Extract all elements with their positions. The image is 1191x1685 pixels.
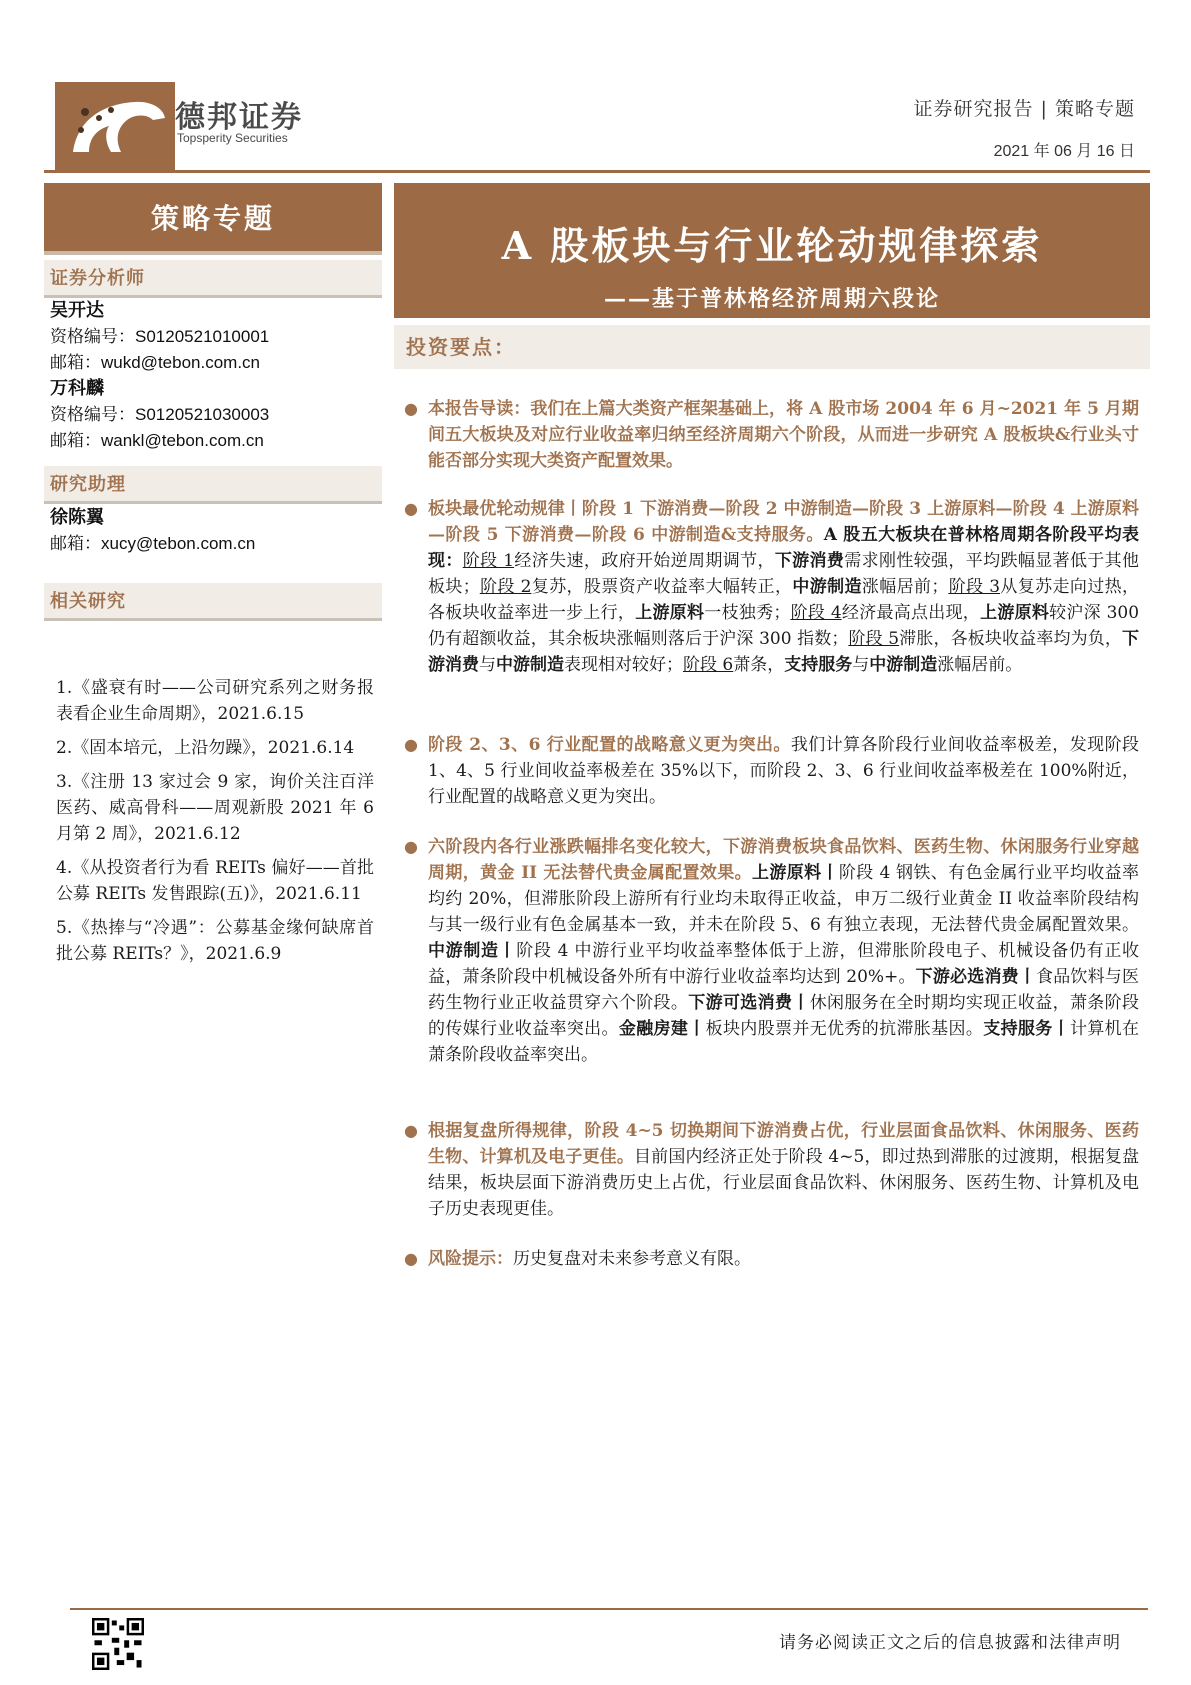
- sector-keyword: 中游制造: [496, 655, 564, 675]
- text-run: 表现相对较好；: [564, 655, 683, 675]
- sector-keyword: 中游制造: [792, 577, 862, 597]
- sector-keyword: 下游必选消费丨: [915, 967, 1037, 987]
- footer-divider: [70, 1608, 1148, 1610]
- text-run: 休闲服务在全时期均实现正收益，萧条阶段的传媒行业收益率突出。: [428, 993, 1140, 1039]
- assistant-email[interactable]: 邮箱：xucy@tebon.com.cn: [50, 534, 256, 553]
- related-research-item[interactable]: 4.《从投资者行为看 REITs 偏好——首批公募 REITs 发售跟踪(五)》，2021.6.11: [56, 858, 374, 904]
- stage-label: 阶段 4: [790, 603, 842, 623]
- analysts-heading: 证券分析师: [44, 260, 382, 298]
- key-point-4: [404, 834, 1139, 1068]
- report-date: 2021 年 06 月 16 日: [993, 143, 1135, 160]
- sector-keyword: 支持服务: [784, 655, 853, 675]
- report-subtitle: ——基于普林格经济周期六段论: [603, 286, 940, 312]
- key-point-highlight: 风险提示：: [428, 1249, 513, 1269]
- text-run: 阶段 4 中游行业平均收益率整体低于上游，但滞胀阶段电子、机械设备仍有正收益，萧条阶段中机械设备外所有中游行业收益率均达到 20%+。: [428, 941, 1139, 987]
- report-title: A 股板块与行业轮动规律探索: [501, 223, 1043, 268]
- key-point-highlight: 板块最优轮动规律丨阶段 1 下游消费—阶段 2 中游制造—阶段 3 上游原料—阶段 4 上游原料—阶段 5 下游消费—阶段 6 中游制造&支持服务。: [428, 499, 1139, 545]
- key-point-text: 历史复盘对未来参考意义有限。: [513, 1249, 751, 1269]
- analyst-name: 万科麟: [50, 378, 104, 399]
- text-run: 萧条，: [733, 655, 785, 675]
- bullet-dot-icon: ●: [404, 735, 418, 754]
- text-run: 较沪深 300 仍有超额收益，其余板块涨幅则落后于沪深 300 指数；: [428, 603, 1140, 649]
- qr-code-icon[interactable]: [92, 1618, 144, 1670]
- sector-keyword: 下游消费: [774, 551, 845, 571]
- key-point-text: 目前国内经济正处于阶段 4~5，即过热到滞胀的过渡期，根据复盘结果，板块层面下游消费历史上占优，行业层面食品饮料、休闲服务、医药生物、计算机及电子历史表现更佳。: [428, 1147, 1139, 1219]
- bullet-dot-icon: ●: [404, 837, 418, 856]
- sector-keyword: 支持服务丨: [983, 1019, 1070, 1039]
- related-research-item[interactable]: 5.《热捧与“冷遇”：公募基金缘何缺席首批公募 REITs？》，2021.6.9: [56, 918, 374, 964]
- category-tag: 策略专题: [44, 183, 382, 255]
- related-research-item[interactable]: 1.《盛衰有时——公司研究系列之财务报表看企业生命周期》，2021.6.15: [56, 678, 374, 724]
- analyst-cert: 资格编号：S0120521010001: [50, 327, 270, 346]
- analyst-block-1: [50, 298, 269, 376]
- key-point-highlight: 根据复盘所得规律，阶段 4~5 切换期间下游消费占优，行业层面食品饮料、休闲服务、医药生物、计算机及电子更佳。: [428, 1121, 1139, 1167]
- text-run: 经济最高点出现，: [841, 603, 981, 623]
- stage-label: 阶段 1: [462, 551, 515, 571]
- analyst-email[interactable]: 邮箱：wukd@tebon.com.cn: [50, 353, 261, 372]
- text-run: 需求刚性较强，平均跌幅显著低于其他板块；: [428, 551, 1140, 597]
- assistant-name: 徐陈翼: [50, 507, 104, 528]
- sector-keyword: 金融房建丨: [618, 1019, 706, 1039]
- title-banner: [394, 183, 1150, 318]
- analyst-block-2: [50, 376, 269, 454]
- text-run: 阶段 4 钢铁、有色金属行业平均收益率均约 20%，但滞胀阶段上游所有行业均未取得正收益，申万二级行业黄金 II 收益率阶段结构与其一级行业有色金属基本一致，并未在阶段 5、6 有独立表现，无法替代贵金属配置效果。: [428, 863, 1139, 935]
- text-run: 经济失速，政府开始逆周期调节，: [514, 551, 775, 571]
- related-research-heading: 相关研究: [44, 583, 382, 621]
- bullet-dot-icon: ●: [404, 1249, 418, 1268]
- key-point-1: [404, 396, 1139, 474]
- stage-label: 阶段 5: [848, 629, 900, 649]
- key-point-3: [404, 732, 1139, 810]
- stage-label: 阶段 3: [948, 577, 1001, 597]
- key-point-text: 我们计算各阶段行业间收益率极差，发现阶段 1、4、5 行业间收益率极差在 35%以下，而阶段 2、3、6 行业间收益率极差在 100%附近，行业配置的战略意义更为突出。: [428, 735, 1140, 807]
- sector-keyword: 下游可选消费丨: [688, 993, 810, 1013]
- text-run: 复苏，股票资产收益率大幅转正，: [531, 577, 793, 597]
- sector-keyword: 中游制造丨: [428, 941, 517, 961]
- bullet-dot-icon: ●: [404, 399, 418, 418]
- analyst-name: 吴开达: [50, 300, 104, 321]
- key-point-highlight: 阶段 2、3、6 行业配置的战略意义更为突出。: [428, 735, 791, 755]
- text-run: 与: [479, 655, 496, 675]
- bullet-dot-icon: ●: [404, 1121, 418, 1140]
- analyst-email[interactable]: 邮箱：wankl@tebon.com.cn: [50, 431, 264, 450]
- company-logo-icon: [55, 82, 175, 170]
- header-divider: [44, 170, 1150, 173]
- assistant-block: [50, 505, 255, 557]
- sector-keyword: 下游消费: [428, 629, 1139, 675]
- sector-keyword: 上游原料: [635, 603, 705, 623]
- key-point-highlight: 六阶段内各行业涨跌幅排名变化较大，下游消费板块食品饮料、医药生物、休闲服务行业穿越周期，黄金 II 无法替代贵金属配置效果。: [428, 837, 1139, 883]
- bullet-dot-icon: ●: [404, 499, 418, 518]
- key-point-bold: A 股五大板块在普林格周期各阶段平均表现：: [428, 525, 1139, 571]
- text-run: 涨幅居前；: [861, 577, 949, 597]
- key-points-heading: 投资要点：: [394, 325, 1150, 369]
- sector-keyword: 上游原料: [980, 603, 1050, 623]
- text-run: 与: [852, 655, 870, 675]
- assistant-heading: 研究助理: [44, 466, 382, 504]
- logo-chinese-name: 德邦证券: [175, 100, 303, 135]
- analyst-cert: 资格编号：S0120521030003: [50, 405, 270, 424]
- sector-keyword: 中游制造: [869, 655, 938, 675]
- key-point-5: [404, 1118, 1139, 1222]
- stage-label: 阶段 6: [683, 655, 734, 675]
- stage-label: 阶段 2: [479, 577, 532, 597]
- logo-english-name: Topsperity Securities: [177, 131, 288, 145]
- text-run: 食品饮料与医药生物行业正收益贯穿六个阶段。: [428, 967, 1140, 1013]
- sector-keyword: 上游原料丨: [751, 863, 839, 883]
- text-run: 板块内股票并无优秀的抗滞胀基因。: [705, 1019, 984, 1039]
- related-research-list: [56, 675, 374, 975]
- text-run: 计算机在萧条阶段收益率突出。: [428, 1019, 1140, 1065]
- related-research-item[interactable]: 2.《固本培元，上沿勿躁》，2021.6.14: [56, 738, 355, 758]
- text-run: 滞胀，各板块收益率均为负，: [899, 629, 1122, 649]
- text-run: 涨幅居前。: [937, 655, 1023, 675]
- key-point-highlight: 本报告导读：我们在上篇大类资产框架基础上，将 A 股市场 2004 年 6 月~2021 年 5 月期间五大板块及对应行业收益率归纳至经济周期六个阶段，从而进一步研究 A 股板块&行业头寸能否部分实现大类资产配置效果。: [428, 399, 1139, 471]
- related-research-item[interactable]: 3.《注册 13 家过会 9 家，询价关注百洋医药、威高骨科——周观新股 2021 年 6 月第 2 周》，2021.6.12: [56, 772, 374, 844]
- text-run: 一枝独秀；: [704, 603, 791, 623]
- key-point-6: [404, 1246, 1139, 1272]
- text-run: 从复苏走向过热，各板块收益率进一步上行，: [428, 577, 1140, 623]
- report-type-label: 证券研究报告 | 策略专题: [913, 98, 1135, 120]
- legal-disclaimer: 请务必阅读正文之后的信息披露和法律声明: [779, 1633, 1121, 1653]
- key-point-2: [404, 496, 1139, 678]
